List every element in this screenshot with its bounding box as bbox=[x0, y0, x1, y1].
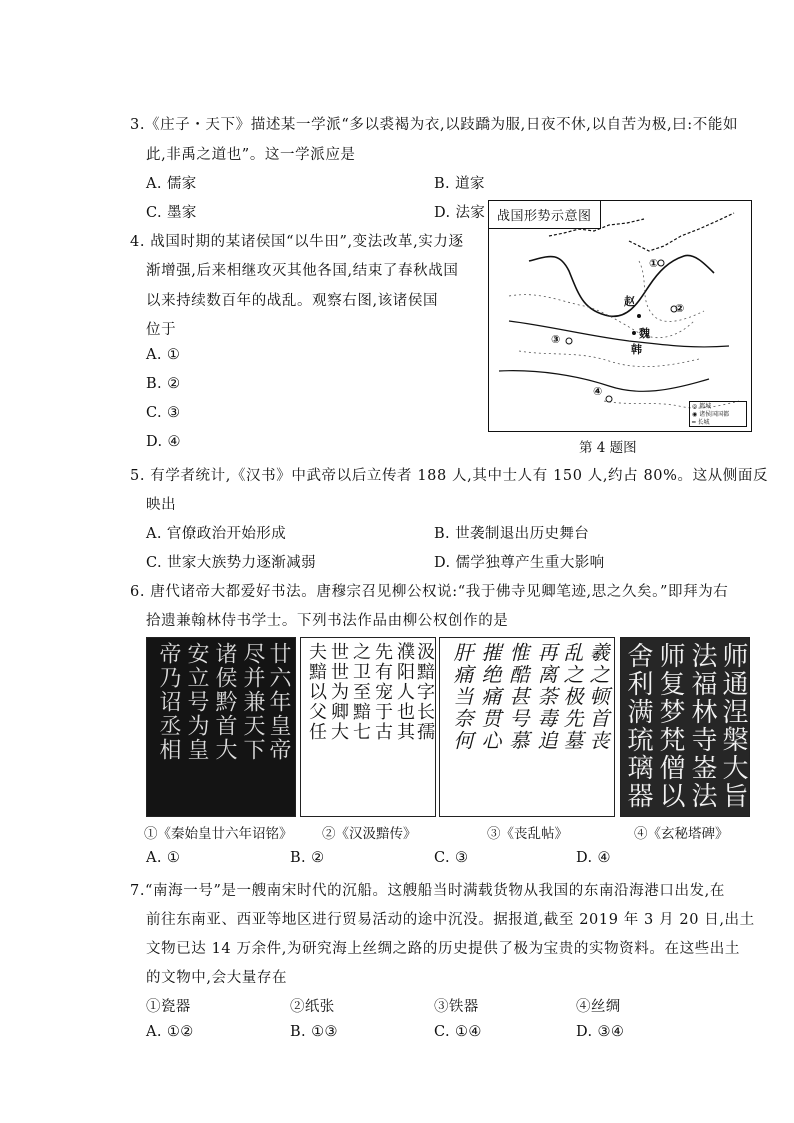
callig4-col1: 舍利满琉璃器 bbox=[623, 642, 653, 810]
q7-item-3: ③铁器 bbox=[434, 999, 479, 1015]
callig3-col2: 摧绝痛贯心 bbox=[478, 642, 502, 752]
map-label-wei: 魏 bbox=[639, 327, 650, 340]
calligraphy-caption-2: ②《汉汲黯传》 bbox=[322, 826, 417, 842]
map-legend bbox=[689, 401, 747, 427]
q7-stem-line1: 7.“南海一号”是一艘南宋时代的沉船。这艘船当时满载货物从我国的东南沿海港口出发,在 bbox=[130, 883, 725, 899]
callig2-col3: 之卫至黯七 bbox=[350, 642, 371, 742]
callig3-col5: 乱之极先墓 bbox=[560, 642, 584, 752]
q7-option-b[interactable]: B. ①③ bbox=[290, 1024, 338, 1040]
q3-option-b[interactable]: B. 道家 bbox=[434, 176, 485, 192]
callig3-col1: 肝痛当奈何 bbox=[450, 642, 474, 752]
callig2-col5: 濮阳人也其 bbox=[394, 642, 415, 742]
callig1-col2: 安立号为皇 bbox=[184, 642, 209, 762]
callig1-col3: 诸侯黔首大 bbox=[212, 642, 237, 762]
q4-stem-line4: 位于 bbox=[146, 322, 177, 338]
callig3-col6: 羲之顿首丧 bbox=[586, 642, 610, 752]
q5-stem-line2: 映出 bbox=[146, 497, 177, 513]
q7-stem-line3: 文物已达 14 万余件,为研究海上丝绸之路的历史提供了极为宝贵的实物资料。在这些出土 bbox=[146, 941, 740, 957]
map-marker-4: ④ bbox=[593, 385, 603, 398]
q6-stem-line1: 6. 唐代诸帝大都爱好书法。唐穆宗召见柳公权说:“我于佛寺见卿笔迹,思之久矣。”即拜为右 bbox=[130, 584, 729, 600]
q7-stem-line4: 的文物中,会大量存在 bbox=[146, 970, 288, 986]
calligraphy-caption-4: ④《玄秘塔碑》 bbox=[634, 826, 729, 842]
q7-option-c[interactable]: C. ①④ bbox=[434, 1024, 482, 1040]
q5-option-b[interactable]: B. 世袭制退出历史舞台 bbox=[434, 526, 590, 542]
callig2-col6: 汲黯字长孺 bbox=[414, 642, 435, 742]
q7-stem-line2: 前往东南亚、西亚等地区进行贸易活动的途中沉没。据报道,截至 2019 年 3 月 20 日,出土 bbox=[146, 912, 755, 928]
calligraphy-caption-3: ③《丧乱帖》 bbox=[487, 826, 568, 842]
q7-item-4: ④丝绸 bbox=[576, 999, 621, 1015]
map-label-han: 韩 bbox=[631, 343, 642, 356]
q5-option-a[interactable]: A. 官僚政治开始形成 bbox=[146, 526, 287, 542]
callig2-col1: 夫黯以父任 bbox=[306, 642, 327, 742]
callig3-col4: 再离荼毒追 bbox=[534, 642, 558, 752]
map-title: 战国形势示意图 bbox=[489, 201, 601, 229]
callig1-col5: 廿六年皇帝 bbox=[266, 642, 291, 762]
q6-stem-line2: 拾遗兼翰林侍书学士。下列书法作品由柳公权创作的是 bbox=[146, 613, 509, 629]
callig4-col3: 法福林寺崟法 bbox=[687, 642, 717, 810]
q7-item-2: ②纸张 bbox=[290, 999, 335, 1015]
q6-option-b[interactable]: B. ② bbox=[290, 850, 325, 866]
q3-option-d[interactable]: D. 法家 bbox=[434, 205, 486, 221]
q3-stem-line2: 此,非禹之道也”。这一学派应是 bbox=[146, 147, 356, 163]
calligraphy-qinshihuang[interactable] bbox=[146, 637, 296, 817]
q3-stem-line1: 3.《庄子・天下》描述某一学派“多以裘褐为衣,以跂蹻为服,日夜不休,以自苦为极,曰:不能如 bbox=[130, 117, 739, 133]
q5-option-d[interactable]: D. 儒学独尊产生重大影响 bbox=[434, 555, 605, 571]
q4-stem-line2: 渐增强,后来相继攻灭其他各国,结束了春秋战国 bbox=[146, 263, 459, 279]
q4-option-b[interactable]: B. ② bbox=[146, 376, 181, 392]
map-drawing bbox=[489, 201, 750, 430]
q5-stem-line1: 5. 有学者统计,《汉书》中武帝以后立传者 188 人,其中士人有 150 人,约占 80%。这从侧面反 bbox=[130, 468, 769, 484]
q4-stem-line1: 4. 战国时期的某诸侯国“以牛田”,变法改革,实力逐 bbox=[130, 234, 464, 250]
q6-option-a[interactable]: A. ① bbox=[146, 850, 181, 866]
q7-option-d[interactable]: D. ③④ bbox=[576, 1024, 625, 1040]
callig3-col3: 惟酷甚号慕 bbox=[506, 642, 530, 752]
callig2-col4: 先有宠于古 bbox=[372, 642, 393, 742]
map-marker-1: ① bbox=[649, 257, 659, 270]
q6-option-d[interactable]: D. ④ bbox=[576, 850, 611, 866]
warring-states-map bbox=[488, 200, 752, 432]
calligraphy-caption-1: ①《秦始皇廿六年诏铭》 bbox=[144, 826, 293, 842]
calligraphy-xuanmita[interactable] bbox=[620, 637, 750, 817]
callig4-col4: 师通涅槃大旨 bbox=[718, 642, 748, 810]
callig1-col4: 尽并兼天下 bbox=[240, 642, 265, 762]
q4-option-d[interactable]: D. ④ bbox=[146, 434, 181, 450]
q7-option-a[interactable]: A. ①② bbox=[146, 1024, 194, 1040]
q7-item-1: ①瓷器 bbox=[146, 999, 191, 1015]
map-caption: 第 4 题图 bbox=[579, 440, 637, 456]
q5-option-c[interactable]: C. 世家大族势力逐渐减弱 bbox=[146, 555, 316, 571]
map-marker-2: ② bbox=[675, 302, 685, 315]
q4-option-c[interactable]: C. ③ bbox=[146, 405, 181, 421]
callig1-col1: 帝乃诏丞相 bbox=[156, 642, 181, 762]
legend-capital: ◎ 都城 bbox=[692, 403, 712, 410]
q3-option-c[interactable]: C. 墨家 bbox=[146, 205, 197, 221]
calligraphy-hanjian[interactable] bbox=[300, 637, 436, 817]
q4-stem-line3: 以来持续数百年的战乱。观察右图,该诸侯国 bbox=[146, 293, 439, 309]
q3-option-a[interactable]: A. 儒家 bbox=[146, 176, 197, 192]
legend-great-wall: ━ 长城 bbox=[692, 419, 710, 426]
map-marker-3: ③ bbox=[551, 333, 561, 346]
q6-option-c[interactable]: C. ③ bbox=[434, 850, 469, 866]
callig2-col2: 世世为卿大 bbox=[328, 642, 349, 742]
calligraphy-sangluantie[interactable] bbox=[439, 637, 615, 817]
map-label-zhao: 赵 bbox=[624, 295, 635, 308]
legend-state-capital: ◉ 诸侯国国都 bbox=[692, 411, 730, 418]
callig4-col2: 师复梦梵僧以 bbox=[655, 642, 685, 810]
q4-option-a[interactable]: A. ① bbox=[146, 347, 181, 363]
